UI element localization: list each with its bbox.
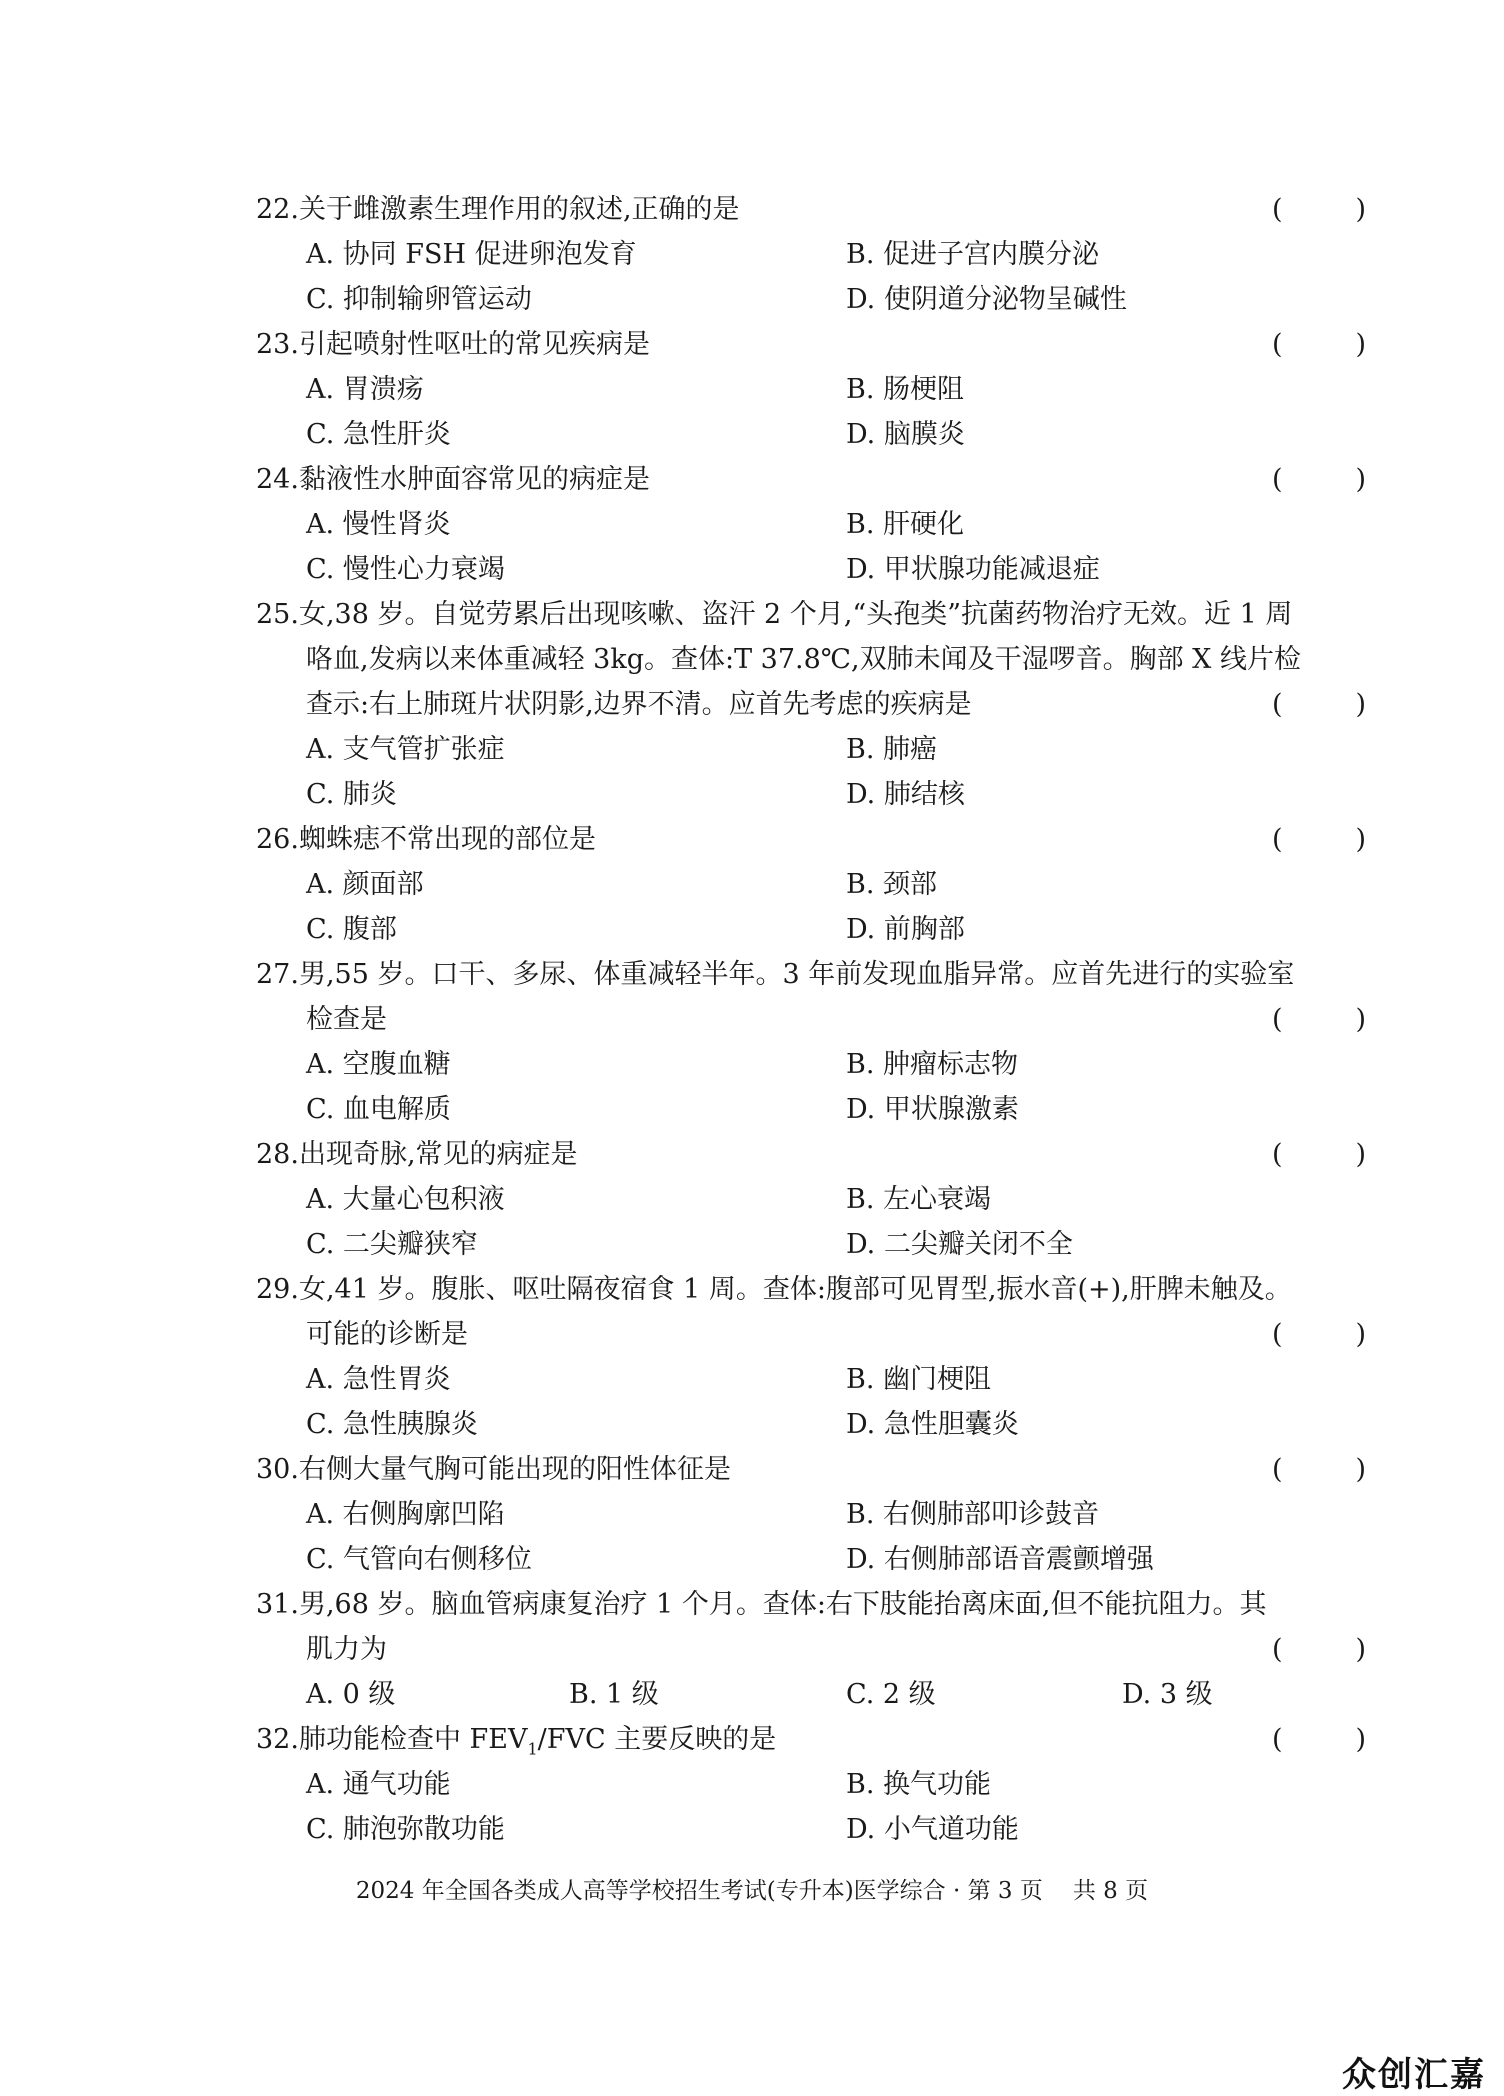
question-stem-line — [256, 322, 1366, 367]
question-stem-line — [256, 457, 1366, 502]
bracket-open: ( — [1272, 1634, 1283, 1665]
bracket-open: ( — [1272, 1004, 1283, 1035]
answer-option[interactable]: A. 慢性肾炎 — [306, 509, 451, 540]
bracket-close: ) — [1355, 329, 1366, 360]
bracket-close: ) — [1355, 1454, 1366, 1485]
question-list — [256, 187, 1366, 1852]
bracket-close: ) — [1355, 1634, 1366, 1665]
answer-option[interactable]: C. 抑制输卵管运动 — [306, 284, 532, 315]
answer-bracket — [1272, 322, 1366, 367]
question-item — [256, 1267, 1366, 1447]
answer-option[interactable]: B. 肿瘤标志物 — [846, 1049, 1019, 1080]
question-stem-text: 肌力为 — [306, 1634, 387, 1665]
answer-option[interactable]: A. 右侧胸廓凹陷 — [306, 1499, 505, 1530]
question-item — [256, 1582, 1366, 1717]
stem-part: 肺功能检查中 FEV — [298, 1724, 528, 1755]
question-number: 22. — [256, 194, 299, 225]
bracket-close: ) — [1355, 464, 1366, 495]
question-stem-text: 女,38 岁。自觉劳累后出现咳嗽、盗汗 2 个月,“头孢类”抗菌药物治疗无效。近 1 周 — [298, 599, 1293, 630]
answer-option[interactable]: A. 支气管扩张症 — [306, 734, 505, 765]
question-number: 26. — [256, 824, 299, 855]
bracket-open: ( — [1272, 1724, 1283, 1755]
answer-option[interactable]: D. 前胸部 — [846, 914, 965, 945]
answer-option[interactable]: C. 2 级 — [846, 1679, 936, 1710]
watermark-logo: 众创汇嘉 — [1342, 2054, 1486, 2095]
question-stem-text: 出现奇脉,常见的病症是 — [298, 1139, 578, 1170]
options-row — [256, 1222, 1366, 1267]
question-stem-text: 男,55 岁。口干、多尿、体重减轻半年。3 年前发现血脂异常。应首先进行的实验室 — [298, 959, 1295, 990]
answer-bracket — [1272, 1717, 1366, 1762]
options-row — [256, 1672, 1366, 1717]
question-item — [256, 592, 1366, 817]
answer-option[interactable]: B. 幽门梗阻 — [846, 1364, 992, 1395]
bracket-open: ( — [1272, 824, 1283, 855]
options-row — [256, 1807, 1366, 1852]
answer-bracket — [1272, 457, 1366, 502]
options-row — [256, 1177, 1366, 1222]
options-row — [256, 1537, 1366, 1582]
options-row — [256, 547, 1366, 592]
question-number: 28. — [256, 1139, 299, 1170]
question-item — [256, 1447, 1366, 1582]
question-item — [256, 952, 1366, 1132]
question-stem-text: 蜘蛛痣不常出现的部位是 — [298, 824, 596, 855]
question-stem-line — [256, 1627, 1366, 1672]
question-stem-line — [256, 1582, 1366, 1627]
question-stem-line — [256, 637, 1366, 682]
answer-option[interactable]: C. 腹部 — [306, 914, 397, 945]
answer-option[interactable]: B. 促进子宫内膜分泌 — [846, 239, 1100, 270]
answer-option[interactable]: B. 颈部 — [846, 869, 938, 900]
answer-option[interactable]: C. 肺泡弥散功能 — [306, 1814, 505, 1845]
question-stem-line — [256, 682, 1366, 727]
options-row — [256, 412, 1366, 457]
options-row — [256, 727, 1366, 772]
question-stem-line — [256, 1132, 1366, 1177]
answer-option[interactable]: D. 使阴道分泌物呈碱性 — [846, 284, 1127, 315]
answer-option[interactable]: D. 二尖瓣关闭不全 — [846, 1229, 1073, 1260]
bracket-open: ( — [1272, 1139, 1283, 1170]
stem-subscript: 1 — [527, 1739, 538, 1759]
bracket-close: ) — [1355, 689, 1366, 720]
question-stem-text: 女,41 岁。腹胀、呕吐隔夜宿食 1 周。查体:腹部可见胃型,振水音(+),肝脾未触及。 — [298, 1274, 1292, 1305]
answer-option[interactable]: B. 右侧肺部叩诊鼓音 — [846, 1499, 1100, 1530]
question-stem-text: 引起喷射性呕吐的常见疾病是 — [298, 329, 650, 360]
question-number: 30. — [256, 1454, 299, 1485]
question-number: 27. — [256, 959, 299, 990]
options-row — [256, 772, 1366, 817]
question-stem-text: 右侧大量气胸可能出现的阳性体征是 — [298, 1454, 731, 1485]
options-row — [256, 277, 1366, 322]
answer-option[interactable]: D. 甲状腺激素 — [846, 1094, 1019, 1125]
question-number: 32. — [256, 1724, 299, 1755]
bracket-open: ( — [1272, 194, 1283, 225]
answer-bracket — [1272, 682, 1366, 727]
options-row — [256, 1042, 1366, 1087]
answer-option[interactable]: C. 二尖瓣狭窄 — [306, 1229, 478, 1260]
answer-option[interactable]: C. 慢性心力衰竭 — [306, 554, 505, 585]
options-row — [256, 367, 1366, 412]
question-stem-line — [256, 187, 1366, 232]
bracket-close: ) — [1355, 1004, 1366, 1035]
answer-option[interactable]: B. 左心衰竭 — [846, 1184, 992, 1215]
answer-option[interactable]: A. 协同 FSH 促进卵泡发育 — [306, 239, 637, 270]
question-stem-line — [256, 1312, 1366, 1357]
question-item — [256, 1132, 1366, 1267]
question-item — [256, 187, 1366, 322]
answer-option[interactable]: D. 3 级 — [1122, 1679, 1213, 1710]
answer-option[interactable]: C. 急性肝炎 — [306, 419, 451, 450]
answer-option[interactable]: A. 空腹血糖 — [306, 1049, 451, 1080]
answer-option[interactable]: D. 右侧肺部语音震颤增强 — [846, 1544, 1154, 1575]
answer-option[interactable]: D. 急性胆囊炎 — [846, 1409, 1019, 1440]
options-row — [256, 232, 1366, 277]
answer-option[interactable]: C. 肺炎 — [306, 779, 397, 810]
question-stem-text: 可能的诊断是 — [306, 1319, 468, 1350]
bracket-open: ( — [1272, 464, 1283, 495]
options-row — [256, 1087, 1366, 1132]
question-stem-text: 查示:右上肺斑片状阴影,边界不清。应首先考虑的疾病是 — [306, 689, 972, 720]
footer-text: 2024 年全国各类成人高等学校招生考试(专升本)医学综合 · 第 3 页 — [355, 1878, 1043, 1904]
question-stem-line — [256, 997, 1366, 1042]
question-item — [256, 1717, 1366, 1852]
options-row — [256, 502, 1366, 547]
bracket-close: ) — [1355, 194, 1366, 225]
question-item — [256, 817, 1366, 952]
question-number: 24. — [256, 464, 299, 495]
question-stem-line — [256, 817, 1366, 862]
options-row — [256, 907, 1366, 952]
bracket-open: ( — [1272, 1319, 1283, 1350]
question-number: 31. — [256, 1589, 299, 1620]
page-footer — [0, 1874, 1504, 1908]
answer-option[interactable]: C. 急性胰腺炎 — [306, 1409, 478, 1440]
answer-option[interactable]: A. 急性胃炎 — [306, 1364, 451, 1395]
question-stem-text — [298, 1724, 777, 1759]
question-stem-line — [256, 1447, 1366, 1492]
bracket-open: ( — [1272, 329, 1283, 360]
question-number: 23. — [256, 329, 299, 360]
question-stem-line — [256, 592, 1366, 637]
answer-bracket — [1272, 187, 1366, 232]
bracket-close: ) — [1355, 1319, 1366, 1350]
options-row — [256, 862, 1366, 907]
answer-bracket — [1272, 1132, 1366, 1177]
answer-option[interactable]: B. 肺癌 — [846, 734, 938, 765]
bracket-close: ) — [1355, 1139, 1366, 1170]
answer-option[interactable]: D. 脑膜炎 — [846, 419, 965, 450]
options-row — [256, 1357, 1366, 1402]
answer-bracket — [1272, 1627, 1366, 1672]
answer-option[interactable]: A. 颜面部 — [306, 869, 424, 900]
answer-bracket — [1272, 1447, 1366, 1492]
options-row — [256, 1402, 1366, 1447]
answer-bracket — [1272, 997, 1366, 1042]
question-item — [256, 457, 1366, 592]
answer-bracket — [1272, 817, 1366, 862]
question-number: 29. — [256, 1274, 299, 1305]
question-stem-line — [256, 1717, 1366, 1762]
bracket-close: ) — [1355, 824, 1366, 855]
options-row — [256, 1492, 1366, 1537]
question-number: 25. — [256, 599, 299, 630]
answer-bracket — [1272, 1312, 1366, 1357]
footer-total-pages: 共 8 页 — [1072, 1878, 1149, 1904]
options-row — [256, 1762, 1366, 1807]
question-stem-text: 关于雌激素生理作用的叙述,正确的是 — [298, 194, 740, 225]
bracket-open: ( — [1272, 689, 1283, 720]
answer-option[interactable]: A. 0 级 — [306, 1679, 396, 1710]
answer-option[interactable]: B. 肝硬化 — [846, 509, 965, 540]
answer-option[interactable]: D. 小气道功能 — [846, 1814, 1019, 1845]
answer-option[interactable]: C. 气管向右侧移位 — [306, 1544, 532, 1575]
answer-option[interactable]: A. 胃溃疡 — [306, 374, 424, 405]
bracket-open: ( — [1272, 1454, 1283, 1485]
answer-option[interactable]: A. 通气功能 — [306, 1769, 451, 1800]
question-stem-line — [256, 952, 1366, 997]
bracket-close: ) — [1355, 1724, 1366, 1755]
question-stem-line — [256, 1267, 1366, 1312]
answer-option[interactable]: B. 肠梗阻 — [846, 374, 965, 405]
question-stem-text: 黏液性水肿面容常见的病症是 — [298, 464, 650, 495]
question-stem-text: 检查是 — [306, 1004, 387, 1035]
answer-option[interactable]: B. 换气功能 — [846, 1769, 992, 1800]
question-stem-text: 咯血,发病以来体重减轻 3kg。查体:T 37.8℃,双肺未闻及干湿啰音。胸部 X 线片检 — [306, 644, 1301, 675]
answer-option[interactable]: D. 甲状腺功能减退症 — [846, 554, 1100, 585]
answer-option[interactable]: B. 1 级 — [569, 1679, 659, 1710]
stem-part: /FVC 主要反映的是 — [537, 1724, 777, 1755]
answer-option[interactable]: D. 肺结核 — [846, 779, 965, 810]
answer-option[interactable]: A. 大量心包积液 — [306, 1184, 505, 1215]
question-stem-text: 男,68 岁。脑血管病康复治疗 1 个月。查体:右下肢能抬离床面,但不能抗阻力。其 — [298, 1589, 1267, 1620]
answer-option[interactable]: C. 血电解质 — [306, 1094, 451, 1125]
question-item — [256, 322, 1366, 457]
